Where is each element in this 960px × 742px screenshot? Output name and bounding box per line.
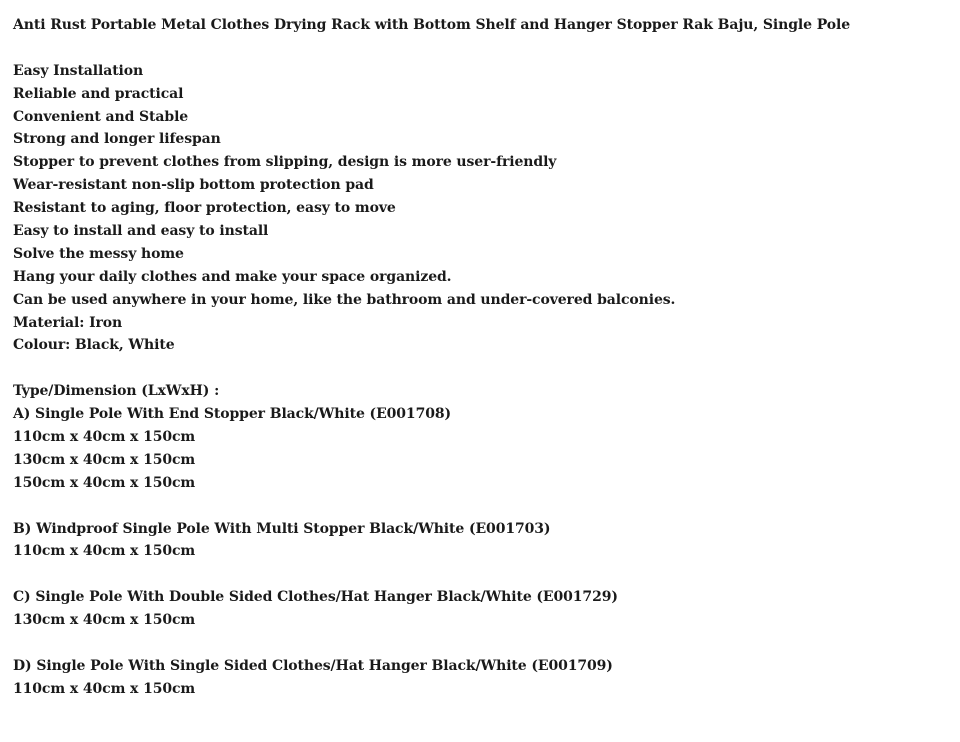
type-name: B) Windproof Single Pole With Multi Stopper Black/White (E001703) — [13, 520, 551, 537]
type-d-block — [13, 655, 960, 701]
feature-item: Easy Installation — [13, 62, 144, 79]
type-size: 110cm x 40cm x 150cm — [13, 680, 196, 697]
spacer — [13, 632, 960, 655]
feature-item: Can be used anywhere in your home, like the bathroom and under-covered balconies. — [13, 291, 676, 308]
type-name: C) Single Pole With Double Sided Clothes/Hat Hanger Black/White (E001729) — [13, 589, 618, 606]
dimension-heading: Type/Dimension (LxWxH) : — [13, 383, 220, 400]
type-size: 130cm x 40cm x 150cm — [13, 612, 196, 629]
feature-item: Solve the messy home — [13, 245, 184, 262]
feature-item: Resistant to aging, floor protection, easy to move — [13, 200, 396, 217]
spacer — [13, 357, 960, 380]
type-size: 130cm x 40cm x 150cm — [13, 451, 196, 468]
feature-item: Strong and longer lifespan — [13, 131, 221, 148]
type-size: 110cm x 40cm x 150cm — [13, 429, 196, 446]
spacer — [13, 37, 960, 60]
feature-item: Easy to install and easy to install — [13, 223, 269, 240]
product-title: Anti Rust Portable Metal Clothes Drying Rack with Bottom Shelf and Hanger Stopper Rak Baju, Single Pole — [13, 17, 851, 33]
type-size: 110cm x 40cm x 150cm — [13, 543, 196, 560]
type-name: D) Single Pole With Single Sided Clothes/Hat Hanger Black/White (E001709) — [13, 657, 613, 674]
type-name: A) Single Pole With End Stopper Black/White (E001708) — [13, 406, 452, 423]
feature-item: Wear-resistant non-slip bottom protection pad — [13, 177, 374, 194]
type-b-block — [13, 518, 960, 564]
type-size: 150cm x 40cm x 150cm — [13, 474, 196, 491]
spacer — [13, 495, 960, 518]
feature-item: Hang your daily clothes and make your space organized. — [13, 268, 452, 285]
type-c-block — [13, 586, 960, 632]
colour-line: Colour: Black, White — [13, 337, 175, 354]
feature-item: Reliable and practical — [13, 85, 184, 102]
type-a-block — [13, 403, 960, 495]
feature-item: Convenient and Stable — [13, 108, 189, 125]
feature-list — [13, 60, 960, 358]
feature-item: Stopper to prevent clothes from slipping, design is more user-friendly — [13, 154, 557, 171]
material-line: Material: Iron — [13, 314, 123, 331]
spacer — [13, 563, 960, 586]
